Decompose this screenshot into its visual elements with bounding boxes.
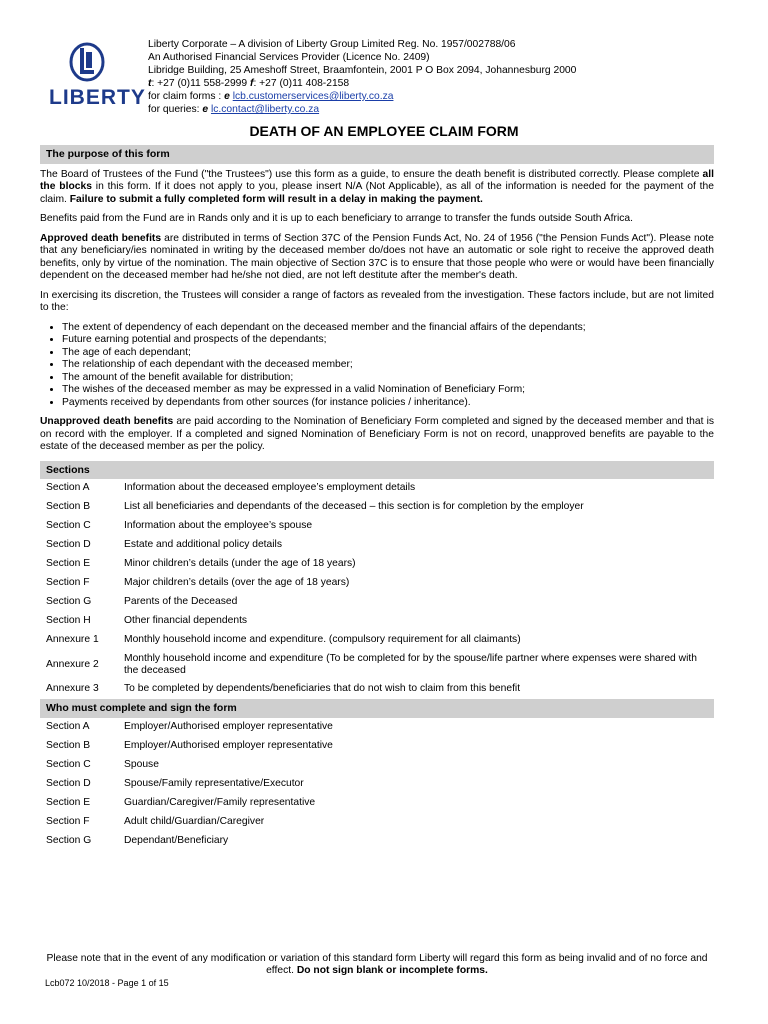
table-row: Section E Guardian/Caregiver/Family representative	[46, 796, 316, 808]
purpose-paragraph-2: Benefits paid from the Fund are in Rands only and it is up to each beneficiary to arrange to transfer the funds outside South Africa.	[40, 213, 633, 224]
table-row: Section B List all beneficiaries and dependants of the deceased – this section is for completion by the employer	[46, 501, 584, 513]
signers-table	[40, 718, 714, 851]
claim-email-label: for claim forms :	[148, 91, 225, 102]
table-row: Section D Estate and additional policy details	[46, 539, 282, 551]
query-email-label: for queries:	[148, 104, 203, 115]
table-row: Annexure 1 Monthly household income and expenditure. (compulsory requirement for all claimants)	[46, 634, 521, 646]
purpose-paragraph-4: In exercising its discretion, the Trustees will consider a range of factors as revealed from the investigation. These factors include, but are not limited to the:	[40, 289, 714, 313]
table-row: Annexure 2 Monthly household income and expenditure (To be completed for by the spouse/life partner where expenses were shared with the deceased	[46, 652, 697, 676]
list-item: • The age of each dependant;	[62, 347, 714, 360]
table-row: Section H Other financial dependents	[46, 615, 248, 627]
list-item: • Future earning potential and prospects of the dependants;	[62, 334, 714, 347]
company-details	[148, 38, 708, 116]
query-email-prefix: e	[202, 104, 211, 115]
factors-list	[40, 322, 714, 410]
claim-email-prefix: e	[224, 91, 233, 102]
table-row: Section C Spouse	[46, 758, 159, 770]
table-row: Section A Information about the deceased employee’s employment details	[46, 482, 416, 494]
fax-label: f	[250, 78, 254, 89]
phone-label: t	[148, 78, 152, 89]
sections-heading: Sections	[40, 461, 714, 480]
purpose-paragraph-5: Unapproved death benefits are paid according to the Nomination of Beneficiary Form completed and signed by the deceased member and that is on record with the employer. If a completed and signed Nomination of Beneficiary Form is not on record, unapproved benefits are payable to the estate of the deceased member as per the policy.	[40, 416, 714, 452]
table-row: Section C Information about the employee’s spouse	[46, 520, 313, 532]
list-item: • The extent of dependency of each dependant on the deceased member and the financial affairs of the dependants;	[62, 322, 714, 335]
logo-wordmark: LIBERTY	[49, 86, 146, 109]
table-row: Section F Major children’s details (over the age of 18 years)	[46, 577, 350, 589]
company-line-1: Liberty Corporate – A division of Liberty Group Limited Reg. No. 1957/002788/06	[148, 39, 516, 50]
query-email-line	[148, 103, 708, 116]
form-body	[40, 145, 714, 851]
phone-number: : +27 (0)11 558-2999	[151, 78, 250, 89]
table-row: Section G Dependant/Beneficiary	[46, 834, 229, 846]
table-row: Section G Parents of the Deceased	[46, 596, 238, 608]
company-line-2: An Authorised Financial Services Provider (Licence No. 2409)	[148, 52, 430, 63]
signers-heading: Who must complete and sign the form	[40, 699, 714, 718]
liberty-emblem-icon	[40, 40, 135, 85]
claim-email-line	[148, 90, 708, 103]
table-row: Section D Spouse/Family representative/Executor	[46, 777, 304, 789]
list-item: • Payments received by dependants from other sources (for instance policies / inheritance).	[62, 397, 714, 410]
purpose-paragraph-1: The Board of Trustees of the Fund ("the Trustees") use this form as a guide, to ensure the death benefit is distributed correctly. Please complete all the blocks in this form. If it does not apply to you, please insert N/A (Not Applicable), as all of the information is needed for the payment of the claim. Failure to submit a fully completed form will result in a delay in making the payment.	[40, 168, 714, 205]
purpose-heading: The purpose of this form	[40, 145, 714, 164]
company-phone-line	[148, 77, 708, 90]
form-title: DEATH OF AN EMPLOYEE CLAIM FORM	[249, 123, 519, 139]
list-item: • The amount of the benefit available for distribution;	[62, 372, 714, 385]
page-number: Lcb072 10/2018 - Page 1 of 15	[45, 978, 169, 988]
list-item: • The relationship of each dependant with the deceased member;	[62, 359, 714, 372]
claim-email-link[interactable]: lcb.customerservices@liberty.co.za	[232, 91, 394, 102]
table-row: Section B Employer/Authorised employer representative	[46, 739, 333, 751]
company-line-3: Libridge Building, 25 Ameshoff Street, Braamfontein, 2001 P O Box 2094, Johannesburg 2000	[148, 65, 577, 76]
table-row: Section A Employer/Authorised employer representative	[46, 720, 333, 732]
disclaimer-note: Please note that in the event of any modification or variation of this standard form Liberty will regard this form as being invalid and of no force and effect. Do not sign blank or incomplete forms.	[46, 953, 708, 976]
table-row: Section F Adult child/Guardian/Caregiver	[46, 815, 265, 827]
table-row: Section E Minor children’s details (under the age of 18 years)	[46, 558, 356, 570]
liberty-logo	[40, 40, 146, 110]
list-item: • The wishes of the deceased member as may be expressed in a valid Nomination of Beneficiary Form;	[62, 384, 714, 397]
purpose-paragraph-3: Approved death benefits are distributed in terms of Section 37C of the Pension Funds Act, No. 24 of 1956 ("the Pension Funds Act"). Please note that any beneficiary/ies nominated in writing by the deceased member do/does not have an automatic or sole right to receive the approved death benefits, only by virtue of the nomination. The main objective of Section 37C is to ensure that those people who were or would have been financially dependent on the deceased member had he/she not died, are not left destitute after the member's death.	[40, 232, 714, 281]
query-email-link[interactable]: lc.contact@liberty.co.za	[210, 104, 320, 115]
fax-number: : +27 (0)11 408-2158	[253, 78, 350, 89]
sections-table	[40, 479, 714, 699]
table-row: Annexure 3 To be completed by dependents/beneficiaries that do not wish to claim from this benefit	[46, 683, 521, 695]
